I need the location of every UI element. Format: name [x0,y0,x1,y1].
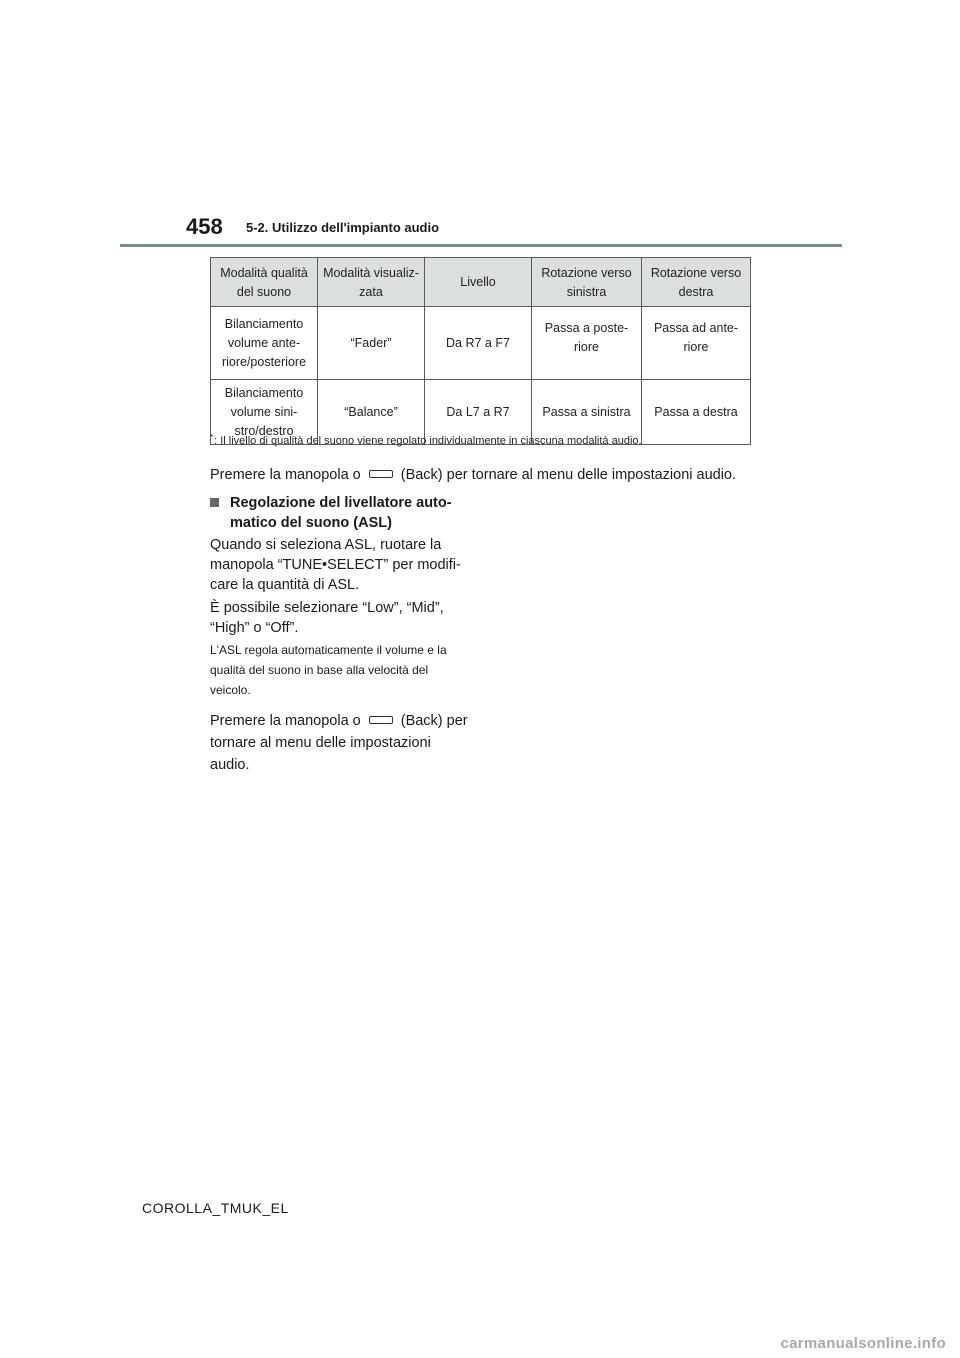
table-cell: Bilanciamento volume sini-stro/destro [211,380,318,445]
sound-settings-table [210,257,751,445]
header-divider [120,244,842,247]
watermark: carmanualsonline.info [780,1335,946,1352]
asl-paragraph-1: Quando si seleziona ASL, ruotare la manopola “TUNE•SELECT” per modifi-care la quantità di ASL. [210,537,461,593]
instruction-text-after: (Back) per tornare al menu delle impostazioni audio. [210,713,468,773]
table-cell: Passa ad ante-riore [642,307,751,380]
table-cell: Da L7 a R7 [425,380,532,445]
instruction-text-before: Premere la manopola o [210,467,361,483]
table-header-cell: Livello [425,258,532,307]
table-cell: “Fader” [318,307,425,380]
table-header-cell: Rotazione verso destra [642,258,751,307]
table-cell: Passa a poste-riore [532,307,642,380]
asl-heading: Regolazione del livellatore auto-matico del suono (ASL) [230,495,452,531]
table-header-row [211,258,751,307]
document-code: COROLLA_TMUK_EL [142,1200,289,1216]
page-number: 458 [186,214,223,239]
footnote-text: : Il livello di qualità del suono viene regolato individualmente in ciascuna modalità audio. [214,435,642,447]
table-cell: Da R7 a F7 [425,307,532,380]
instruction-text-after: (Back) per tornare al menu delle impostazioni audio. [400,467,737,483]
back-button-icon [369,470,393,478]
asl-note: L'ASL regola automaticamente il volume e la qualità del suono in base alla velocità del veicolo. [210,643,447,697]
table-cell: Bilanciamento volume ante-riore/posteriore [211,307,318,380]
table-cell: “Balance” [318,380,425,445]
instruction-back-audio-settings [210,465,770,485]
footnote-marker: * [210,433,214,442]
table-header-cell: Rotazione verso sinistra [532,258,642,307]
square-bullet-icon [210,498,219,507]
table-header-cell: Modalità qualità del suono [211,258,318,307]
table-cell: Passa a sinistra [532,380,642,445]
section-title: 5-2. Utilizzo dell'impianto audio [246,220,440,235]
asl-instruction [210,710,472,776]
back-button-icon [369,716,393,724]
table-cell: Passa a destra [642,380,751,445]
table-footnote [210,433,642,447]
table-row [211,307,751,380]
asl-paragraph-2: È possibile selezionare “Low”, “Mid”, “High” o “Off”. [210,600,444,636]
table-header-cell: Modalità visualiz-zata [318,258,425,307]
instruction-text-before: Premere la manopola o [210,713,361,729]
